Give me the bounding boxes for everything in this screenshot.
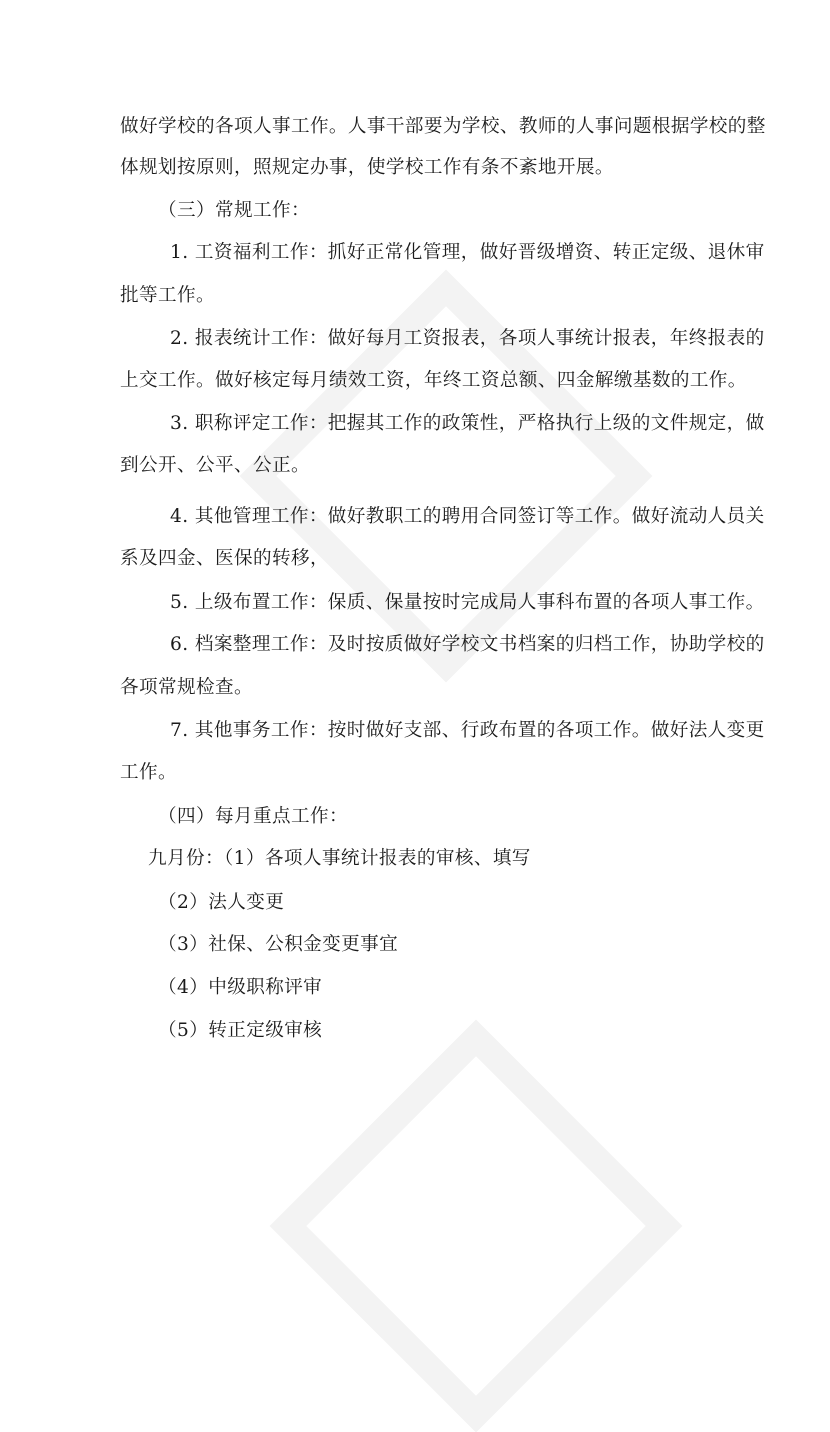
text-line: 工作。 (120, 762, 177, 783)
text-line: （5）转正定级审核 (158, 1020, 323, 1041)
text-line: 上交工作。做好核定每月绩效工资，年终工资总额、四金解缴基数的工作。 (120, 370, 747, 391)
text-line: 体规划按原则，照规定办事，使学校工作有条不紊地开展。 (120, 157, 614, 178)
text-line: 5. 上级布置工作：保质、保量按时完成局人事科布置的各项人事工作。 (170, 592, 765, 613)
text-line: （2）法人变更 (158, 892, 285, 913)
text-line: 4. 其他管理工作：做好教职工的聘用合同签订等工作。做好流动人员关 (170, 506, 765, 527)
text-line: 九月份：（1）各项人事统计报表的审核、填写 (148, 848, 531, 869)
watermark (270, 1020, 683, 1432)
text-line: 6. 档案整理工作：及时按质做好学校文书档案的归档工作，协助学校的 (170, 634, 765, 655)
text-line: 1. 工资福利工作：抓好正常化管理，做好晋级增资、转正定级、退休审 (170, 242, 765, 263)
text-line: （4）中级职称评审 (158, 977, 323, 998)
text-line: 批等工作。 (120, 285, 215, 306)
text-line: 做好学校的各项人事工作。人事干部要为学校、教师的人事问题根据学校的整 (120, 116, 766, 137)
text-line: 7. 其他事务工作：按时做好支部、行政布置的各项工作。做好法人变更 (170, 720, 765, 741)
text-line: 3. 职称评定工作：把握其工作的政策性，严格执行上级的文件规定，做 (170, 413, 765, 434)
text-line: 系及四金、医保的转移， (120, 548, 329, 569)
text-line: 2. 报表统计工作：做好每月工资报表，各项人事统计报表，年终报表的 (170, 328, 765, 349)
text-line: （三）常规工作： (158, 200, 310, 221)
text-line: （四）每月重点工作： (158, 806, 348, 827)
text-line: （3）社保、公积金变更事宜 (158, 934, 399, 955)
text-line: 到公开、公平、公正。 (120, 455, 310, 476)
text-line: 各项常规检查。 (120, 677, 253, 698)
